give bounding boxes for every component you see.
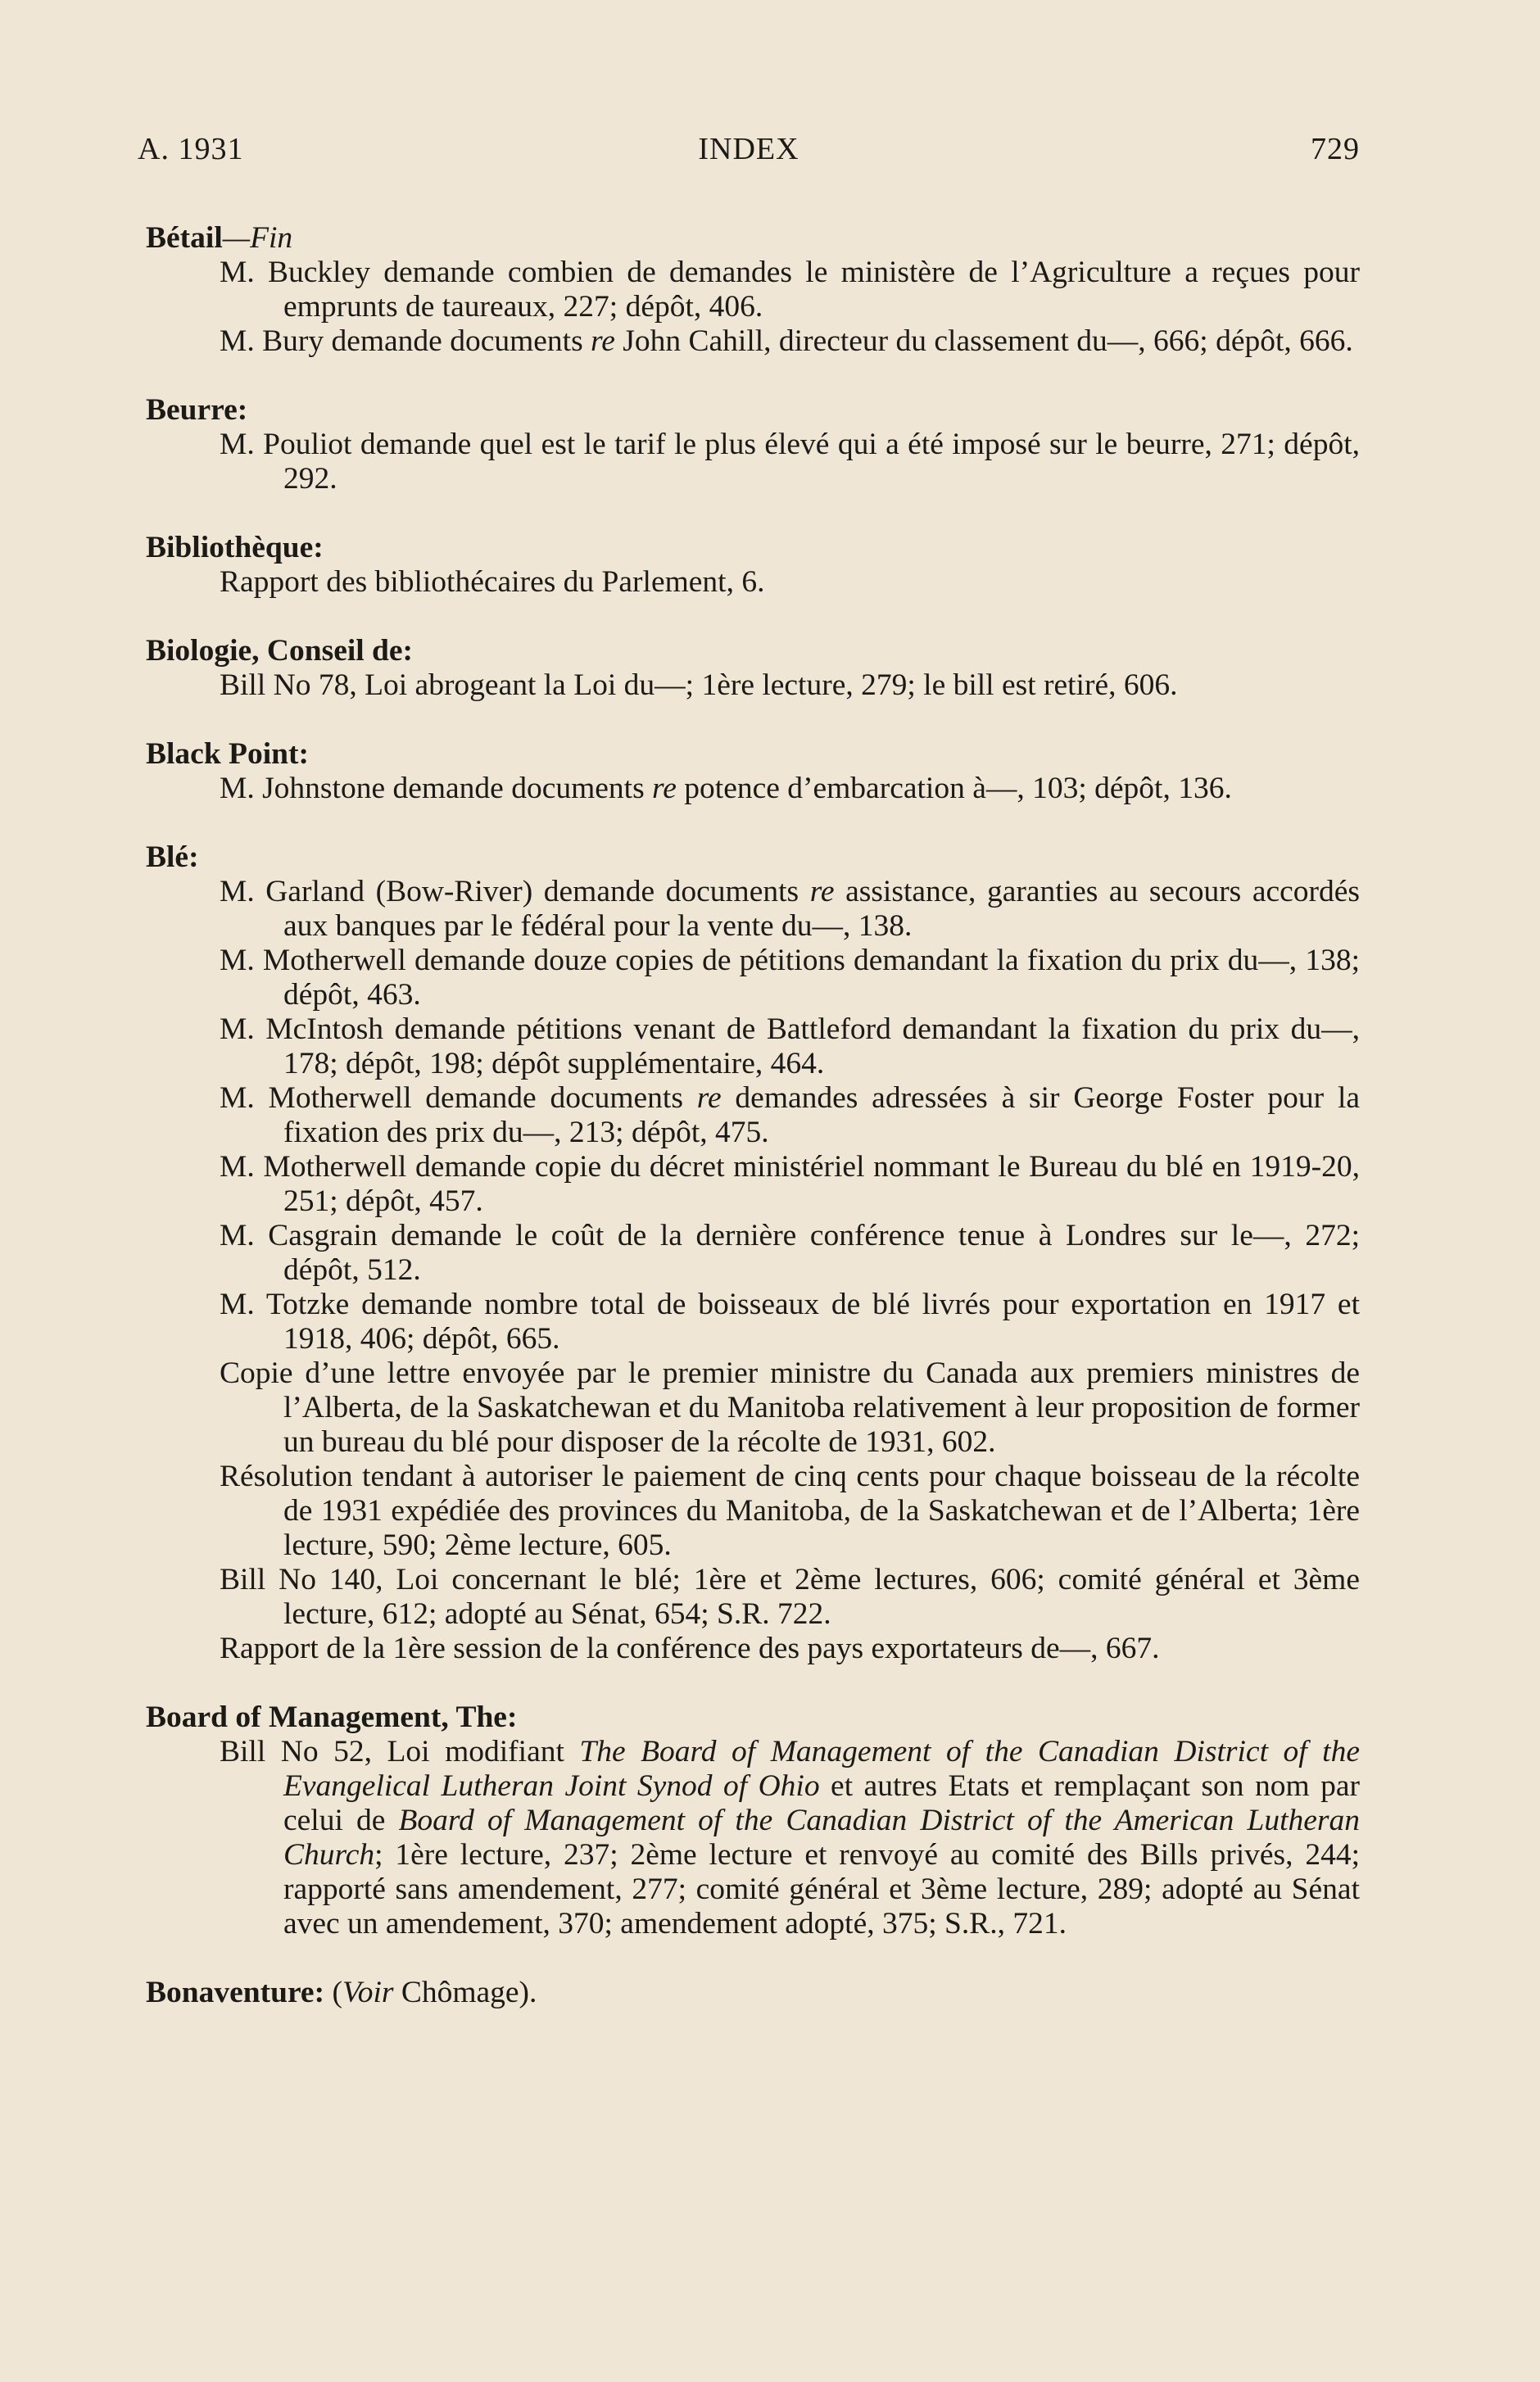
header-title: INDEX	[698, 132, 799, 166]
entry-heading: Bibliothèque:	[146, 531, 324, 564]
index-entry-board-of-management	[146, 1700, 1360, 1941]
page-header	[138, 131, 1360, 172]
page-number: 729	[1311, 132, 1360, 166]
entry-heading: Bétail—Fin	[146, 221, 293, 255]
entry-heading: Black Point:	[146, 737, 309, 771]
header-year: A. 1931	[138, 132, 244, 166]
entry-heading: Bonaventure:	[146, 1976, 325, 2009]
index-entry-betail	[146, 221, 1360, 359]
cross-reference: (Voir Chômage).	[332, 1976, 537, 2009]
entry-item: M. Totzke demande nombre total de boisseaux de blé livrés pour exportation en 1917 et 1918, 406; dépôt, 665.	[220, 1288, 1360, 1356]
entry-heading: Blé:	[146, 840, 199, 874]
entry-item: Rapport des bibliothécaires du Parlement, 6.	[220, 565, 765, 599]
entry-item: Bill No 78, Loi abrogeant la Loi du—; 1ère lecture, 279; le bill est retiré, 606.	[220, 668, 1178, 702]
entry-item: M. Motherwell demande documents re demandes adressées à sir George Foster pour la fixation des prix du—, 213; dépôt, 475.	[220, 1081, 1361, 1149]
entry-item: M. Motherwell demande copie du décret ministériel nommant le Bureau du blé en 1919-20, 251; dépôt, 457.	[220, 1150, 1360, 1218]
entry-item: Bill No 140, Loi concernant le blé; 1ère et 2ème lectures, 606; comité général et 3ème lecture, 612; adopté au Sénat, 654; S.R. 722.	[220, 1563, 1360, 1631]
entry-item: M. Garland (Bow-River) demande documents re assistance, garanties au secours accordés aux banques par le fédéral pour la vente du—, 138.	[220, 875, 1360, 943]
index-entry-bonaventure	[146, 1976, 1360, 2010]
heading-continuation: —Fin	[222, 221, 293, 255]
index-entry-black-point	[146, 737, 1360, 806]
entry-item: M. McIntosh demande pétitions venant de Battleford demandant la fixation du prix du—, 178; dépôt, 198; dépôt supplémentaire, 464.	[220, 1012, 1360, 1080]
entry-item: M. Buckley demande combien de demandes le ministère de l’Agriculture a reçues pour emprunts de taureaux, 227; dépôt, 406.	[220, 256, 1360, 324]
entry-item: Bill No 52, Loi modifiant The Board of Management of the Canadian District of the Evangelical Lutheran Joint Synod of Ohio et autres Etats et remplaçant son nom par celui de Board of Management of the Canadian District of the American Lutheran Church; 1ère lecture, 237; 2ème lecture et renvoyé au comité des Bills privés, 244; rapporté sans amendement, 277; comité général et 3ème lecture, 289; adopté au Sénat avec un amendement, 370; amendement adopté, 375; S.R., 721.	[220, 1735, 1360, 1940]
index-entry-bibliotheque	[146, 531, 1360, 600]
index-entry-ble	[146, 840, 1360, 1666]
entry-item: M. Casgrain demande le coût de la dernière conférence tenue à Londres sur le—, 272; dépôt, 512.	[220, 1219, 1360, 1287]
entry-item: Rapport de la 1ère session de la conférence des pays exportateurs de—, 667.	[220, 1632, 1160, 1665]
index-content	[146, 221, 1360, 2045]
index-entry-biologie	[146, 634, 1360, 703]
entry-item: M. Motherwell demande douze copies de pétitions demandant la fixation du prix du—, 138; dépôt, 463.	[220, 944, 1360, 1012]
index-entry-beurre	[146, 393, 1360, 496]
entry-item: Copie d’une lettre envoyée par le premier ministre du Canada aux premiers ministres de l’Alberta, de la Saskatchewan et du Manitoba relativement à leur proposition de former un bureau du blé pour disposer de la récolte de 1931, 602.	[220, 1356, 1360, 1459]
entry-heading: Beurre:	[146, 393, 248, 427]
entry-item: Résolution tendant à autoriser le paiement de cinq cents pour chaque boisseau de la récolte de 1931 expédiée des provinces du Manitoba, de la Saskatchewan et de l’Alberta; 1ère lecture, 590; 2ème lecture, 605.	[220, 1460, 1360, 1562]
entry-heading: Board of Management, The:	[146, 1700, 518, 1734]
entry-heading: Biologie, Conseil de:	[146, 634, 414, 668]
entry-item: M. Bury demande documents re John Cahill, directeur du classement du—, 666; dépôt, 666.	[220, 324, 1353, 358]
entry-item: M. Pouliot demande quel est le tarif le plus élevé qui a été imposé sur le beurre, 271; dépôt, 292.	[220, 428, 1360, 496]
entry-item: M. Johnstone demande documents re potence d’embarcation à—, 103; dépôt, 136.	[220, 772, 1232, 805]
